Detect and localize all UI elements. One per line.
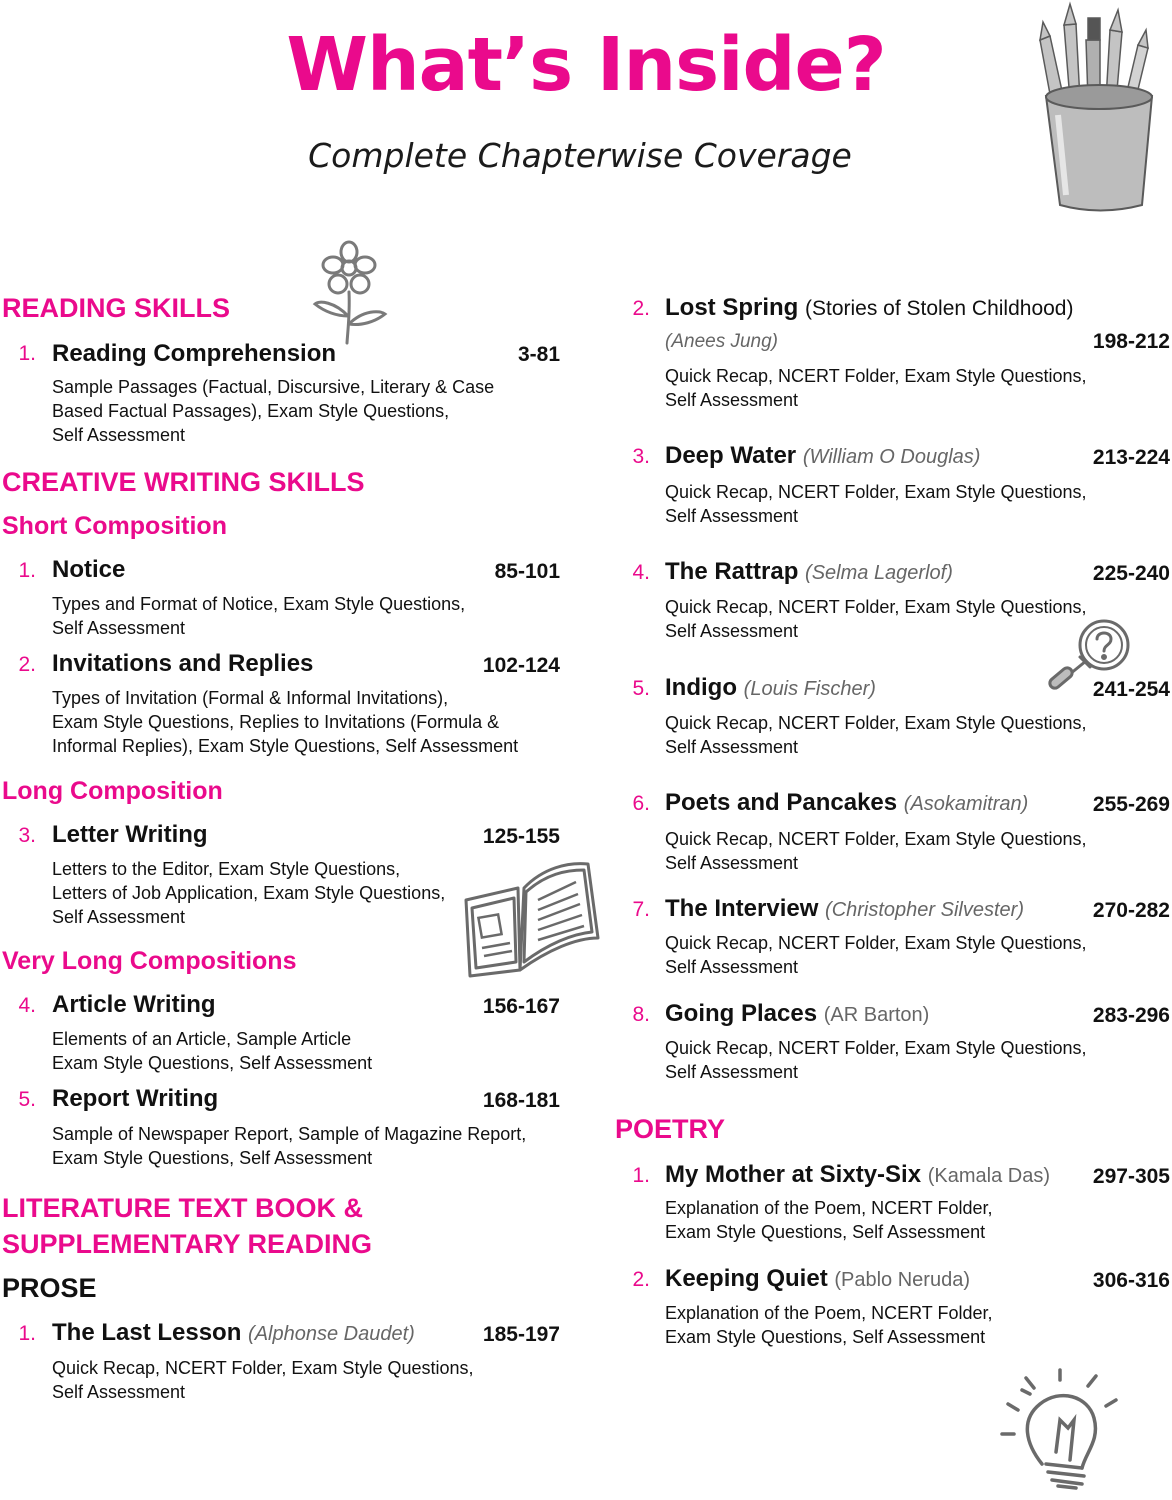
chapter-subtitle: (Stories of Stolen Childhood) (805, 297, 1074, 320)
chapter-description: Elements of an Article, Sample Article Exam Style Questions, Self Assessment (52, 1029, 373, 1073)
chapter-description: Quick Recap, NCERT Folder, Exam Style Questions, Self Assessment (665, 366, 1087, 410)
chapter-description: Types of Invitation (Formal & Informal Invitations), Exam Style Questions, Replies to Invitations (Formula & Informal Replies), Exam Style Questions, Self Assessment (52, 688, 519, 756)
chapter-description: Explanation of the Poem, NCERT Folder, Exam Style Questions, Self Assessment (665, 1303, 993, 1347)
chapter-number: 5. (632, 677, 650, 700)
chapter-pages: 185-197 (482, 1323, 560, 1346)
chapter-pages: 255-269 (1092, 793, 1170, 816)
chapter-pages: 270-282 (1092, 899, 1170, 922)
chapter-pages: 283-296 (1092, 1004, 1170, 1027)
chapter-number: 1. (18, 559, 36, 582)
chapter-number: 1. (632, 1164, 650, 1187)
chapter-author: (Selma Lagerlof) (805, 562, 953, 584)
pencil-cup-icon (1030, 0, 1170, 220)
chapter-number: 5. (18, 1088, 36, 1111)
chapter-title: The Last Lesson (Alphonse Daudet) (52, 1319, 415, 1346)
chapter-title: Poets and Pancakes (Asokamitran) (665, 789, 1029, 816)
chapter-title: The Interview (Christopher Silvester) (665, 895, 1024, 922)
chapter-description: Quick Recap, NCERT Folder, Exam Style Questions, Self Assessment (665, 933, 1087, 977)
chapter-title: Indigo (Louis Fischer) (665, 674, 876, 701)
chapter-title: My Mother at Sixty-Six (Kamala Das) (665, 1161, 1050, 1188)
chapter-description: Explanation of the Poem, NCERT Folder, Exam Style Questions, Self Assessment (665, 1198, 993, 1242)
subsection-long-composition: Long Composition (2, 777, 223, 805)
chapter-description: Sample Passages (Factual, Discursive, Literary & Case Based Factual Passages), Exam Style Questions, Self Assessment (52, 377, 495, 445)
section-reading-skills: READING SKILLS (2, 293, 231, 323)
chapter-pages: 297-305 (1092, 1165, 1170, 1188)
chapter-description: Types and Format of Notice, Exam Style Questions, Self Assessment (52, 594, 466, 638)
flower-icon (305, 238, 395, 348)
chapter-author: (William O Douglas) (802, 446, 981, 468)
chapter-author: (Anees Jung) (665, 331, 779, 352)
chapter-description: Quick Recap, NCERT Folder, Exam Style Questions, Self Assessment (52, 1358, 474, 1402)
chapter-number: 4. (18, 994, 36, 1017)
section-creative-writing: CREATIVE WRITING SKILLS (2, 467, 365, 497)
chapter-author: (Asokamitran) (903, 793, 1029, 815)
chapter-title: Invitations and Replies (52, 650, 314, 677)
chapter-number: 1. (18, 1322, 36, 1345)
chapter-description: Sample of Newspaper Report, Sample of Magazine Report, Exam Style Questions, Self Assessment (52, 1124, 527, 1168)
chapter-title: Deep Water (William O Douglas) (665, 442, 981, 469)
chapter-number: 8. (632, 1003, 650, 1026)
chapter-title: Letter Writing (52, 821, 208, 848)
light-bulb-icon (990, 1360, 1130, 1495)
chapter-pages: 241-254 (1092, 678, 1170, 701)
chapter-author: (Pablo Neruda) (834, 1269, 970, 1291)
chapter-author: (Kamala Das) (927, 1165, 1050, 1187)
chapter-pages: 168-181 (482, 1089, 560, 1112)
chapter-number: 3. (632, 445, 650, 468)
chapter-description: Quick Recap, NCERT Folder, Exam Style Questions, Self Assessment (665, 1038, 1087, 1082)
chapter-pages: 156-167 (482, 995, 560, 1018)
chapter-pages: 225-240 (1092, 562, 1170, 585)
subsection-very-long-compositions: Very Long Compositions (2, 947, 297, 975)
chapter-title: Keeping Quiet (Pablo Neruda) (665, 1265, 970, 1292)
chapter-number: 2. (632, 1268, 650, 1291)
page-subtitle: Complete Chapterwise Coverage (308, 136, 852, 175)
chapter-pages: 306-316 (1092, 1269, 1170, 1292)
chapter-pages: 3-81 (517, 343, 560, 366)
chapter-description: Quick Recap, NCERT Folder, Exam Style Questions, Self Assessment (665, 713, 1087, 757)
chapter-title: Lost Spring (Stories of Stolen Childhood) (665, 294, 1074, 321)
chapter-description: Quick Recap, NCERT Folder, Exam Style Questions, Self Assessment (665, 482, 1087, 526)
chapter-title: Notice (52, 556, 126, 583)
chapter-pages: 125-155 (482, 825, 560, 848)
chapter-pages: 213-224 (1092, 446, 1170, 469)
section-poetry: POETRY (615, 1114, 726, 1144)
chapter-description: Quick Recap, NCERT Folder, Exam Style Questions, Self Assessment (665, 597, 1087, 641)
subsection-short-composition: Short Composition (2, 512, 227, 540)
chapter-number: 2. (18, 653, 36, 676)
chapter-title: The Rattrap (Selma Lagerlof) (665, 558, 953, 585)
page-title: What’s Inside? (286, 22, 886, 108)
chapter-description: Letters to the Editor, Exam Style Questions, Letters of Job Application, Exam Style Questions, Self Assessment (52, 859, 446, 927)
chapter-title: Article Writing (52, 991, 216, 1018)
chapter-author: (Alphonse Daudet) (248, 1323, 415, 1345)
chapter-number: 1. (18, 342, 36, 365)
chapter-number: 6. (632, 792, 650, 815)
chapter-title: Reading Comprehension (52, 340, 337, 367)
chapter-author: (Louis Fischer) (743, 678, 876, 700)
chapter-description: Quick Recap, NCERT Folder, Exam Style Questions, Self Assessment (665, 829, 1087, 873)
chapter-author: (Christopher Silvester) (825, 899, 1024, 921)
chapter-number: 4. (632, 561, 650, 584)
chapter-title: Report Writing (52, 1085, 219, 1112)
chapter-pages: 102-124 (482, 654, 560, 677)
chapter-number: 2. (632, 297, 650, 320)
section-literature: LITERATURE TEXT BOOK & SUPPLEMENTARY READING (2, 1193, 373, 1259)
chapter-author: (AR Barton) (823, 1004, 930, 1026)
chapter-number: 7. (632, 898, 650, 921)
chapter-number: 3. (18, 824, 36, 847)
chapter-pages: 198-212 (1092, 330, 1170, 353)
subsection-prose: PROSE (2, 1273, 97, 1303)
chapter-pages: 85-101 (494, 560, 560, 583)
chapter-title: Going Places (AR Barton) (665, 1000, 930, 1027)
open-book-icon (458, 858, 603, 978)
